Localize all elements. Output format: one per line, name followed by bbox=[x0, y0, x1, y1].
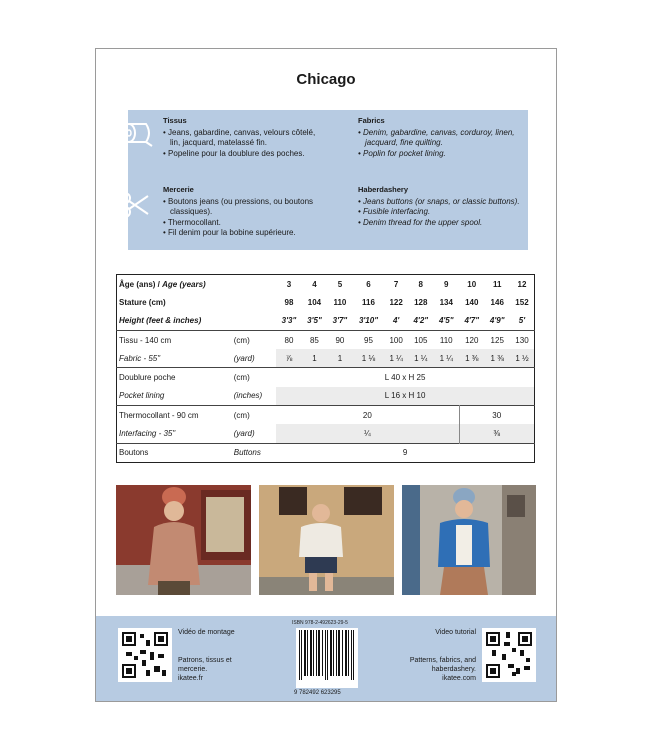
height-cell: 5' bbox=[518, 316, 526, 326]
stature-cell: 116 bbox=[362, 297, 375, 307]
fabric-cell: 1 ¼ bbox=[384, 349, 408, 368]
lining-label: Pocket lining bbox=[119, 391, 165, 401]
stature-cell: 152 bbox=[515, 297, 529, 307]
age-cell: 8 bbox=[418, 279, 423, 289]
thermo-value-small: 20 bbox=[276, 406, 459, 425]
doublure-unit: (cm) bbox=[232, 368, 276, 387]
age-cell: 12 bbox=[517, 279, 527, 289]
barcode-number: 9 782492 623295 bbox=[294, 690, 341, 696]
height-cell: 3'3" bbox=[281, 316, 297, 326]
tissus-item: • Jeans, gabardine, canvas, velours côtelé, lin, jacquard, matelassé fin. bbox=[163, 128, 321, 149]
boutons-label-en: Buttons bbox=[232, 443, 276, 462]
height-cell: 3'5" bbox=[307, 316, 322, 326]
mercerie-block bbox=[163, 185, 343, 239]
photo-girl-blue-jacket bbox=[402, 485, 536, 595]
height-cell: 4'9" bbox=[489, 316, 505, 326]
tissu-cell: 125 bbox=[484, 330, 509, 349]
tissu-cell: 110 bbox=[434, 330, 459, 349]
height-cell: 3'7" bbox=[332, 316, 348, 326]
boutons-value: 9 bbox=[276, 443, 534, 462]
fabric-cell: 1 bbox=[327, 349, 352, 368]
video-en-label: Video tutorial bbox=[435, 629, 476, 636]
lining-value: L 16 x H 10 bbox=[276, 387, 534, 406]
stature-cell: 128 bbox=[414, 297, 428, 307]
stature-row bbox=[117, 293, 535, 311]
fabric-cell: 1 ¼ bbox=[408, 349, 433, 368]
isbn-label: ISBN 978-2-492623-29-5 bbox=[292, 620, 348, 626]
doublure-row bbox=[117, 368, 535, 387]
haberdashery-heading: Haberdashery bbox=[358, 185, 409, 194]
tissu-cell: 95 bbox=[353, 330, 385, 349]
qr-code-en bbox=[482, 628, 536, 682]
interfacing-label: Interfacing - 35" bbox=[119, 429, 176, 439]
tissu-unit: (cm) bbox=[232, 330, 276, 349]
thermo-row bbox=[117, 406, 535, 425]
tissu-cell: 120 bbox=[459, 330, 484, 349]
interfacing-unit: (yard) bbox=[233, 429, 255, 439]
fabric-cell: ⅞ bbox=[276, 349, 301, 368]
height-cell: 3'10" bbox=[358, 316, 378, 326]
stature-cell: 140 bbox=[465, 297, 479, 307]
fabrics-block bbox=[358, 116, 516, 159]
pattern-back-cover bbox=[95, 48, 557, 702]
fabric-roll-icon bbox=[120, 118, 154, 148]
tissu-cell: 130 bbox=[510, 330, 535, 349]
footer-band bbox=[96, 616, 556, 701]
tissu-label: Tissu - 140 cm bbox=[117, 330, 232, 349]
fabric-cell: 1 bbox=[302, 349, 327, 368]
mercerie-item: • Fil denim pour la bobine supérieure. bbox=[163, 228, 343, 239]
age-cell: 3 bbox=[286, 279, 292, 289]
interfacing-row bbox=[117, 424, 535, 443]
height-cell: 4'5" bbox=[438, 316, 454, 326]
height-cell: 4'2" bbox=[413, 316, 429, 326]
age-label: Âge (ans) / Age (years) bbox=[119, 279, 206, 289]
age-row bbox=[117, 275, 535, 294]
age-cell: 10 bbox=[467, 279, 477, 289]
fabric-label: Fabric - 55" bbox=[119, 353, 161, 363]
qr-code-fr bbox=[118, 628, 172, 682]
tissus-heading: Tissus bbox=[163, 116, 187, 125]
tissus-block bbox=[163, 116, 321, 159]
height-cell: 4' bbox=[392, 316, 400, 326]
lining-unit: (inches) bbox=[233, 391, 263, 401]
barcode-image bbox=[296, 628, 358, 688]
doublure-value: L 40 x H 25 bbox=[276, 368, 534, 387]
haberdashery-block bbox=[358, 185, 523, 228]
photo-boy-white-jacket bbox=[259, 485, 394, 595]
fabrics-item: • Poplin for pocket lining. bbox=[358, 149, 516, 160]
tissu-cell: 80 bbox=[276, 330, 301, 349]
tissu-cell: 90 bbox=[327, 330, 352, 349]
boutons-row bbox=[117, 443, 535, 462]
height-row bbox=[117, 312, 535, 331]
fabric-cell: 1 ½ bbox=[510, 349, 535, 368]
interfacing-value-small: ¼ bbox=[276, 424, 459, 443]
stature-cell: 146 bbox=[490, 297, 504, 307]
materials-band bbox=[128, 110, 528, 250]
age-cell: 9 bbox=[444, 279, 449, 289]
stature-cell: 98 bbox=[284, 297, 294, 307]
doublure-label: Doublure poche bbox=[117, 368, 232, 387]
site-en-link[interactable]: ikatee.com bbox=[442, 675, 476, 682]
photo-boy-pink-jacket bbox=[116, 485, 251, 595]
thermo-unit: (cm) bbox=[232, 406, 276, 425]
mercerie-item: • Thermocollant. bbox=[163, 218, 343, 229]
mercerie-heading: Mercerie bbox=[163, 185, 194, 194]
thermo-label: Thermocollant - 90 cm bbox=[117, 406, 232, 425]
interfacing-value-large: ⅜ bbox=[459, 424, 535, 443]
size-chart-table bbox=[116, 274, 535, 463]
thermo-value-large: 30 bbox=[459, 406, 535, 425]
page-title: Chicago bbox=[296, 71, 356, 88]
fabric-cell: 1 ⅛ bbox=[353, 349, 385, 368]
fabric-row bbox=[117, 349, 535, 368]
mercerie-item: • Boutons jeans (ou pressions, ou boutons classiques). bbox=[163, 197, 343, 218]
haberdashery-item: • Denim thread for the upper spool. bbox=[358, 218, 523, 229]
tissu-cell: 100 bbox=[384, 330, 408, 349]
shop-fr-label: Patrons, tissus et mercerie. bbox=[178, 657, 232, 673]
stature-cell: 104 bbox=[307, 297, 322, 307]
tissus-item: • Popeline pour la doublure des poches. bbox=[163, 149, 321, 160]
boutons-label: Boutons bbox=[117, 443, 232, 462]
age-cell: 7 bbox=[393, 279, 399, 289]
scissors-icon bbox=[118, 190, 152, 220]
stature-cell: 110 bbox=[333, 297, 347, 307]
stature-cell: 134 bbox=[439, 297, 453, 307]
fabrics-item: • Denim, gabardine, canvas, corduroy, linen, jacquard, fine quilting. bbox=[358, 128, 516, 149]
fabric-unit: (yard) bbox=[233, 353, 255, 363]
stature-label: Stature (cm) bbox=[119, 297, 166, 307]
tissu-row bbox=[117, 330, 535, 349]
height-label: Height (feet & inches) bbox=[119, 316, 202, 326]
haberdashery-item: • Fusible interfacing. bbox=[358, 207, 523, 218]
height-cell: 4'7" bbox=[464, 316, 480, 326]
fabric-cell: 1 ⅜ bbox=[459, 349, 484, 368]
fabric-cell: 1 ¼ bbox=[434, 349, 459, 368]
fabric-cell: 1 ⅜ bbox=[484, 349, 509, 368]
fabrics-heading: Fabrics bbox=[358, 116, 385, 125]
stature-cell: 122 bbox=[389, 297, 403, 307]
haberdashery-item: • Jeans buttons (or snaps, or classic buttons). bbox=[358, 197, 523, 208]
age-cell: 11 bbox=[492, 279, 502, 289]
shop-en-label: Patterns, fabrics, and haberdashery. bbox=[409, 657, 476, 673]
tissu-cell: 105 bbox=[408, 330, 433, 349]
age-cell: 4 bbox=[312, 279, 317, 289]
video-fr-label: Vidéo de montage bbox=[178, 629, 235, 636]
age-cell: 5 bbox=[337, 279, 343, 289]
lining-row bbox=[117, 387, 535, 406]
site-fr-link[interactable]: ikatee.fr bbox=[178, 675, 203, 682]
tissu-cell: 85 bbox=[302, 330, 327, 349]
age-cell: 6 bbox=[366, 279, 371, 289]
